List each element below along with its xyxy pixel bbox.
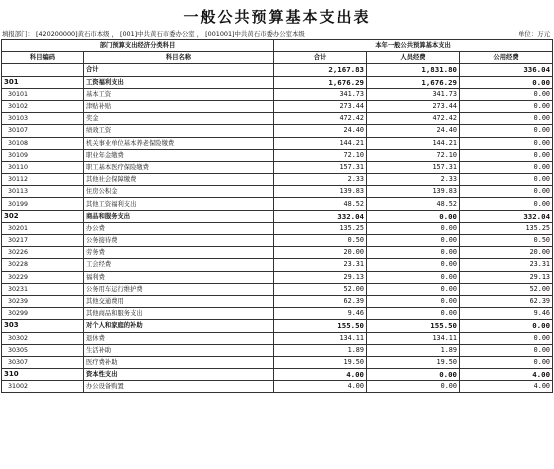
cell-total: 139.83 bbox=[274, 186, 367, 198]
header-total: 合计 bbox=[274, 52, 367, 64]
cell-personnel: 472.42 bbox=[367, 113, 460, 125]
cell-code: 310 bbox=[2, 369, 84, 381]
cell-public: 0.00 bbox=[460, 137, 553, 149]
cell-public: 0.00 bbox=[460, 161, 553, 173]
cell-code: 30101 bbox=[2, 88, 84, 100]
cell-personnel: 157.31 bbox=[367, 161, 460, 173]
cell-public: 332.04 bbox=[460, 210, 553, 222]
cell-total: 23.31 bbox=[274, 259, 367, 271]
cell-public: 0.50 bbox=[460, 235, 553, 247]
table-row bbox=[2, 332, 553, 344]
cell-public: 0.00 bbox=[460, 186, 553, 198]
cell-total: 19.50 bbox=[274, 356, 367, 368]
cell-name: 办公费 bbox=[84, 222, 274, 234]
cell-public: 20.00 bbox=[460, 247, 553, 259]
table-row bbox=[2, 283, 553, 295]
cell-public: 0.00 bbox=[460, 356, 553, 368]
cell-personnel: 1,676.29 bbox=[367, 76, 460, 88]
cell-total: 1,676.29 bbox=[274, 76, 367, 88]
cell-code: 30103 bbox=[2, 113, 84, 125]
header-column-row bbox=[2, 52, 553, 64]
table-row bbox=[2, 222, 553, 234]
cell-total: 332.04 bbox=[274, 210, 367, 222]
cell-total: 20.00 bbox=[274, 247, 367, 259]
dept-value: [420200000]黄石市本级 ， [001]中共黄石市委办公室 ， [001001]中共黄石市委办公室本级 bbox=[36, 30, 305, 38]
cell-personnel: 134.11 bbox=[367, 332, 460, 344]
cell-name: 退休费 bbox=[84, 332, 274, 344]
cell-public: 23.31 bbox=[460, 259, 553, 271]
cell-personnel: 0.00 bbox=[367, 283, 460, 295]
cell-code: 30239 bbox=[2, 295, 84, 307]
cell-personnel: 139.83 bbox=[367, 186, 460, 198]
table-row bbox=[2, 235, 553, 247]
cell-public: 0.00 bbox=[460, 332, 553, 344]
page-title: 一般公共预算基本支出表 bbox=[183, 8, 371, 26]
cell-personnel: 24.40 bbox=[367, 125, 460, 137]
cell-name: 奖金 bbox=[84, 113, 274, 125]
cell-public: 9.46 bbox=[460, 308, 553, 320]
cell-code: 30229 bbox=[2, 271, 84, 283]
cell-public: 0.00 bbox=[460, 88, 553, 100]
cell-total: 4.00 bbox=[274, 369, 367, 381]
cell-public: 62.39 bbox=[460, 295, 553, 307]
report-meta bbox=[2, 29, 550, 38]
cell-personnel: 155.50 bbox=[367, 320, 460, 332]
cell-public: 336.04 bbox=[460, 64, 553, 76]
cell-public: 0.00 bbox=[460, 125, 553, 137]
cell-total: 48.52 bbox=[274, 198, 367, 210]
cell-name: 资本性支出 bbox=[84, 369, 274, 381]
cell-total: 1.89 bbox=[274, 344, 367, 356]
cell-code: 30112 bbox=[2, 174, 84, 186]
table-row bbox=[2, 76, 553, 88]
cell-name: 公务用车运行维护费 bbox=[84, 283, 274, 295]
cell-public: 0.00 bbox=[460, 344, 553, 356]
cell-personnel: 0.00 bbox=[367, 235, 460, 247]
header-economic-classification: 部门预算支出经济分类科目 bbox=[2, 40, 274, 52]
cell-public: 4.00 bbox=[460, 381, 553, 393]
table-row bbox=[2, 100, 553, 112]
cell-personnel: 0.00 bbox=[367, 259, 460, 271]
cell-name: 基本工资 bbox=[84, 88, 274, 100]
cell-total: 0.50 bbox=[274, 235, 367, 247]
cell-personnel: 48.52 bbox=[367, 198, 460, 210]
cell-public: 0.00 bbox=[460, 198, 553, 210]
table-row bbox=[2, 113, 553, 125]
cell-personnel: 0.00 bbox=[367, 381, 460, 393]
cell-code: 301 bbox=[2, 76, 84, 88]
table-row bbox=[2, 210, 553, 222]
cell-public: 52.00 bbox=[460, 283, 553, 295]
cell-personnel: 273.44 bbox=[367, 100, 460, 112]
cell-personnel: 0.00 bbox=[367, 295, 460, 307]
table-row bbox=[2, 198, 553, 210]
cell-personnel: 0.00 bbox=[367, 369, 460, 381]
cell-code: 30228 bbox=[2, 259, 84, 271]
cell-name: 劳务费 bbox=[84, 247, 274, 259]
cell-total: 72.10 bbox=[274, 149, 367, 161]
budget-table bbox=[1, 39, 553, 393]
cell-personnel: 1.89 bbox=[367, 344, 460, 356]
cell-name: 医疗费补助 bbox=[84, 356, 274, 368]
cell-name: 其他商品和服务支出 bbox=[84, 308, 274, 320]
cell-total: 2,167.83 bbox=[274, 64, 367, 76]
header-code: 科目编码 bbox=[2, 52, 84, 64]
cell-public: 0.00 bbox=[460, 76, 553, 88]
dept-label: 填报部门： bbox=[2, 30, 34, 38]
cell-code: 30102 bbox=[2, 100, 84, 112]
table-row bbox=[2, 259, 553, 271]
cell-public: 135.25 bbox=[460, 222, 553, 234]
cell-name: 其他社会保障缴费 bbox=[84, 174, 274, 186]
cell-code: 31002 bbox=[2, 381, 84, 393]
table-body bbox=[2, 64, 553, 393]
cell-name: 其他工资福利支出 bbox=[84, 198, 274, 210]
cell-name: 住房公积金 bbox=[84, 186, 274, 198]
cell-public: 0.00 bbox=[460, 100, 553, 112]
header-basic-expenditure: 本年一般公共预算基本支出 bbox=[274, 40, 553, 52]
cell-code: 30305 bbox=[2, 344, 84, 356]
header-personnel: 人员经费 bbox=[367, 52, 460, 64]
table-row bbox=[2, 308, 553, 320]
cell-total: 9.46 bbox=[274, 308, 367, 320]
cell-total: 52.00 bbox=[274, 283, 367, 295]
cell-name: 合计 bbox=[84, 64, 274, 76]
cell-code: 302 bbox=[2, 210, 84, 222]
table-row bbox=[2, 161, 553, 173]
table-row bbox=[2, 149, 553, 161]
cell-personnel: 0.00 bbox=[367, 308, 460, 320]
cell-total: 134.11 bbox=[274, 332, 367, 344]
table-row bbox=[2, 271, 553, 283]
cell-code: 30199 bbox=[2, 198, 84, 210]
cell-personnel: 0.00 bbox=[367, 247, 460, 259]
cell-public: 29.13 bbox=[460, 271, 553, 283]
cell-code bbox=[2, 64, 84, 76]
table-row bbox=[2, 320, 553, 332]
table-row bbox=[2, 64, 553, 76]
cell-total: 4.00 bbox=[274, 381, 367, 393]
cell-name: 其他交通费用 bbox=[84, 295, 274, 307]
cell-personnel: 0.00 bbox=[367, 210, 460, 222]
cell-total: 135.25 bbox=[274, 222, 367, 234]
cell-personnel: 72.10 bbox=[367, 149, 460, 161]
cell-total: 157.31 bbox=[274, 161, 367, 173]
cell-personnel: 144.21 bbox=[367, 137, 460, 149]
table-row bbox=[2, 186, 553, 198]
table-row bbox=[2, 356, 553, 368]
cell-total: 341.73 bbox=[274, 88, 367, 100]
cell-public: 0.00 bbox=[460, 174, 553, 186]
cell-total: 144.21 bbox=[274, 137, 367, 149]
table-row bbox=[2, 369, 553, 381]
cell-public: 4.00 bbox=[460, 369, 553, 381]
table-row bbox=[2, 295, 553, 307]
header-public: 公用经费 bbox=[460, 52, 553, 64]
cell-total: 2.33 bbox=[274, 174, 367, 186]
cell-code: 30226 bbox=[2, 247, 84, 259]
table-row bbox=[2, 137, 553, 149]
cell-code: 30307 bbox=[2, 356, 84, 368]
table-row bbox=[2, 174, 553, 186]
cell-name: 公务接待费 bbox=[84, 235, 274, 247]
cell-name: 福利费 bbox=[84, 271, 274, 283]
cell-total: 24.40 bbox=[274, 125, 367, 137]
cell-code: 30217 bbox=[2, 235, 84, 247]
cell-name: 工资福利支出 bbox=[84, 76, 274, 88]
cell-name: 职业年金缴费 bbox=[84, 149, 274, 161]
cell-name: 职工基本医疗保险缴费 bbox=[84, 161, 274, 173]
table-row bbox=[2, 381, 553, 393]
cell-code: 30110 bbox=[2, 161, 84, 173]
cell-name: 津贴补贴 bbox=[84, 100, 274, 112]
cell-personnel: 2.33 bbox=[367, 174, 460, 186]
table-row bbox=[2, 88, 553, 100]
cell-code: 30299 bbox=[2, 308, 84, 320]
table-row bbox=[2, 247, 553, 259]
cell-code: 30107 bbox=[2, 125, 84, 137]
cell-code: 30231 bbox=[2, 283, 84, 295]
table-row bbox=[2, 344, 553, 356]
cell-total: 29.13 bbox=[274, 271, 367, 283]
cell-name: 商品和服务支出 bbox=[84, 210, 274, 222]
cell-total: 273.44 bbox=[274, 100, 367, 112]
unit-label: 单位：万元 bbox=[518, 30, 550, 38]
cell-name: 绩效工资 bbox=[84, 125, 274, 137]
cell-name: 工会经费 bbox=[84, 259, 274, 271]
cell-code: 303 bbox=[2, 320, 84, 332]
cell-code: 30302 bbox=[2, 332, 84, 344]
cell-total: 62.39 bbox=[274, 295, 367, 307]
cell-name: 生活补助 bbox=[84, 344, 274, 356]
cell-personnel: 19.50 bbox=[367, 356, 460, 368]
cell-name: 对个人和家庭的补助 bbox=[84, 320, 274, 332]
cell-total: 472.42 bbox=[274, 113, 367, 125]
cell-code: 30109 bbox=[2, 149, 84, 161]
cell-personnel: 341.73 bbox=[367, 88, 460, 100]
cell-name: 办公设备购置 bbox=[84, 381, 274, 393]
cell-code: 30201 bbox=[2, 222, 84, 234]
header-name: 科目名称 bbox=[84, 52, 274, 64]
cell-public: 0.00 bbox=[460, 320, 553, 332]
cell-personnel: 0.00 bbox=[367, 271, 460, 283]
header-group-row bbox=[2, 40, 553, 52]
cell-code: 30113 bbox=[2, 186, 84, 198]
cell-name: 机关事业单位基本养老保险缴费 bbox=[84, 137, 274, 149]
cell-personnel: 1,831.80 bbox=[367, 64, 460, 76]
cell-public: 0.00 bbox=[460, 149, 553, 161]
cell-personnel: 0.00 bbox=[367, 222, 460, 234]
cell-code: 30108 bbox=[2, 137, 84, 149]
table-row bbox=[2, 125, 553, 137]
cell-total: 155.50 bbox=[274, 320, 367, 332]
cell-public: 0.00 bbox=[460, 113, 553, 125]
